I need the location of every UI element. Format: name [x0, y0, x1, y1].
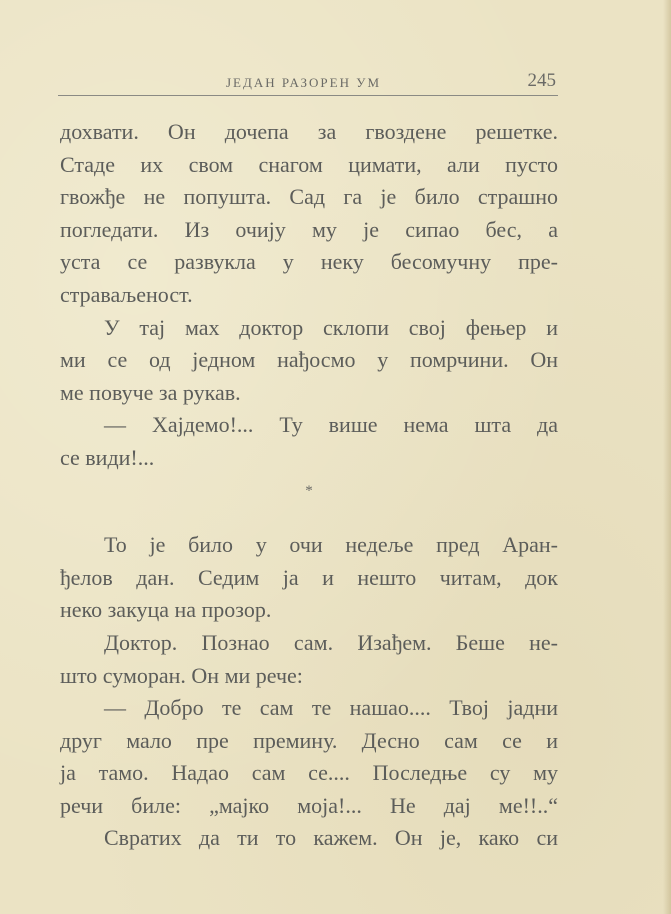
text-line: друг мало пре премину. Десно сам се и — [60, 727, 558, 753]
text-line: Свратих да ти то кажем. Он је, како си — [104, 825, 558, 851]
text-line: У тај мах доктор склопи свој фењер и — [104, 314, 558, 340]
text-line: — Добро те сам те нашао.... Твој јадни — [104, 695, 558, 721]
text-line: неко закуца на прозор. — [60, 597, 272, 623]
text-line: ђелов дан. Седим ја и нешто читам, док — [60, 564, 558, 590]
text-line: страваљеност. — [60, 281, 193, 307]
body-text — [60, 116, 558, 855]
text-line: Стаде их свом снагом цимати, али пусто — [60, 151, 558, 177]
text-line: погледати. Из очију му је сипао бес, а — [60, 216, 558, 242]
text-line: ја тамо. Надао сам се.... Последње су му — [60, 760, 558, 786]
text-line: гвожђе не попушта. Сад га је било страшно — [60, 184, 558, 210]
page-edge-shadow — [663, 0, 671, 914]
text-line: речи биле: „мајко моја!... Не дај ме!!..“ — [60, 792, 558, 818]
section-spacer — [60, 507, 558, 529]
text-line: Доктор. Познао сам. Изађем. Беше не- — [104, 629, 558, 655]
header-rule — [58, 95, 558, 96]
text-line: се види!... — [60, 444, 155, 470]
text-line: ме повуче за рукав. — [60, 379, 241, 405]
running-title: ЈЕДАН РАЗОРЕН УМ — [226, 75, 381, 90]
text-line: То је било у очи недеље пред Аран- — [104, 532, 558, 558]
page-number: 245 — [527, 70, 556, 91]
text-line: што суморан. Он ми рече: — [60, 662, 303, 688]
text-line: ми се од једном нађосмо у помрчини. Он — [60, 347, 558, 373]
text-line: уста се развукла у неку бесомучну пре- — [60, 249, 558, 275]
running-head — [58, 70, 558, 96]
section-break-asterisk: * — [305, 482, 313, 499]
text-line: — Хајдемо!... Ту више нема шта да — [104, 412, 558, 438]
text-line: дохвати. Он дочепа за гвоздене решетке. — [60, 119, 558, 144]
